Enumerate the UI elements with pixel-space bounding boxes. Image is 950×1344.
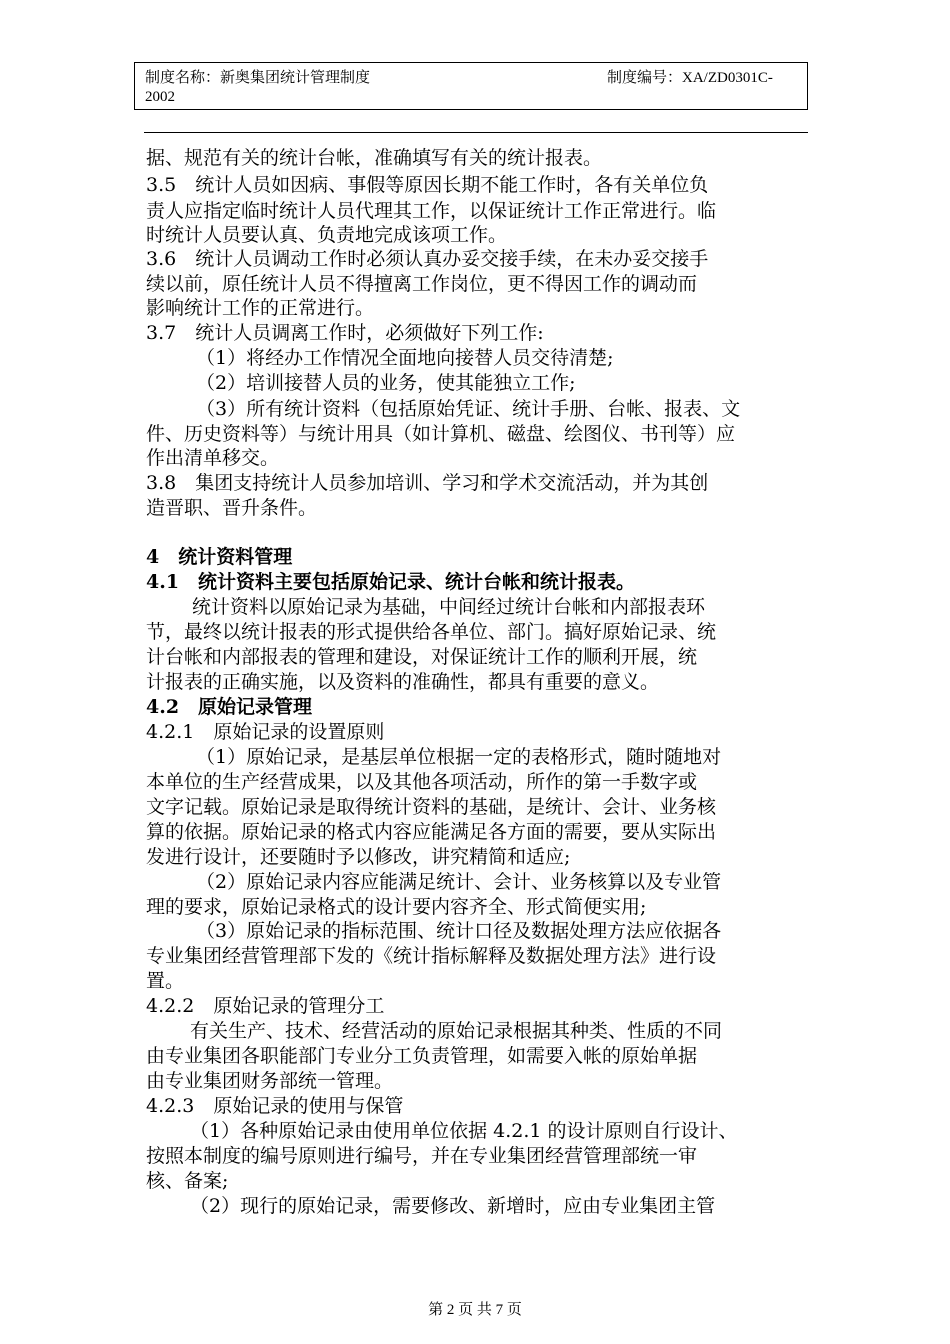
text-line: （1）原始记录，是基层单位根据一定的表格形式，随时随地对 bbox=[196, 746, 722, 768]
regulation-name: 制度名称：新奥集团统计管理制度 bbox=[145, 70, 371, 86]
text-line: （1）各种原始记录由使用单位依据 4.2.1 的设计原则自行设计、 bbox=[190, 1120, 738, 1142]
section-heading: 4.1 统计资料主要包括原始记录、统计台帐和统计报表。 bbox=[146, 571, 636, 593]
text-line: 件、历史资料等）与统计用具（如计算机、磁盘、绘图仪、书刊等）应 bbox=[146, 423, 736, 445]
text-line: 续以前，原任统计人员不得擅离工作岗位，更不得因工作的调动而 bbox=[146, 273, 698, 295]
text-line: 由专业集团各职能部门专业分工负责管理，如需要入帐的原始单据 bbox=[146, 1045, 698, 1067]
text-line: （2）原始记录内容应能满足统计、会计、业务核算以及专业管 bbox=[196, 871, 722, 893]
text-line: 有关生产、技术、经营活动的原始记录根据其种类、性质的不同 bbox=[190, 1020, 723, 1042]
text-line: 文字记载。原始记录是取得统计资料的基础，是统计、会计、业务核 bbox=[146, 796, 717, 818]
page-number: 第 2 页 共 7 页 bbox=[428, 1302, 522, 1318]
section-heading: 4.2 原始记录管理 bbox=[146, 696, 313, 718]
section-heading: 4 统计资料管理 bbox=[146, 546, 293, 568]
document-header bbox=[134, 62, 808, 110]
text-line: 3.8 集团支持统计人员参加培训、学习和学术交流活动，并为其创 bbox=[146, 472, 709, 494]
text-line: （2）培训接替人员的业务，使其能独立工作; bbox=[196, 372, 576, 394]
text-line: 核、备案; bbox=[146, 1170, 229, 1192]
regulation-code: 制度编号：XA/ZD0301C- bbox=[607, 70, 773, 86]
text-line: 3.7 统计人员调离工作时，必须做好下列工作: bbox=[146, 322, 544, 344]
text-line: 专业集团经营管理部下发的《统计指标解释及数据处理方法》进行设 bbox=[146, 945, 717, 967]
text-line: 计台帐和内部报表的管理和建设，对保证统计工作的顺利开展，统 bbox=[146, 646, 698, 668]
text-line: 作出清单移交。 bbox=[146, 447, 280, 469]
text-line: 由专业集团财务部统一管理。 bbox=[146, 1070, 394, 1092]
text-line: 理的要求，原始记录格式的设计要内容齐全、形式简便实用; bbox=[146, 896, 647, 918]
text-line: （2）现行的原始记录，需要修改、新增时，应由专业集团主管 bbox=[190, 1195, 716, 1217]
regulation-code-year: 2002 bbox=[145, 89, 175, 105]
text-line: 据、规范有关的统计台帐，准确填写有关的统计报表。 bbox=[146, 147, 603, 169]
text-line: （3）原始记录的指标范围、统计口径及数据处理方法应依据各 bbox=[196, 920, 722, 942]
text-line: 造晋职、晋升条件。 bbox=[146, 497, 318, 519]
text-line: 本单位的生产经营成果，以及其他各项活动，所作的第一手数字或 bbox=[146, 771, 698, 793]
text-line: 时统计人员要认真、负责地完成该项工作。 bbox=[146, 224, 508, 246]
text-line: 3.5 统计人员如因病、事假等原因长期不能工作时，各有关单位负 bbox=[146, 174, 709, 196]
text-line: 节，最终以统计报表的形式提供给各单位、部门。搞好原始记录、统 bbox=[146, 621, 717, 643]
text-line: 3.6 统计人员调动工作时必须认真办妥交接手续，在未办妥交接手 bbox=[146, 248, 709, 270]
header-divider bbox=[144, 132, 808, 133]
subsection-heading: 4.2.3 原始记录的使用与保管 bbox=[146, 1095, 404, 1117]
text-line: 算的依据。原始记录的格式内容应能满足各方面的需要，要从实际出 bbox=[146, 821, 717, 843]
text-line: （1）将经办工作情况全面地向接替人员交待清楚; bbox=[196, 347, 614, 369]
text-line: 置。 bbox=[146, 970, 185, 992]
text-line: 责人应指定临时统计人员代理其工作，以保证统计工作正常进行。临 bbox=[146, 200, 717, 222]
text-line: 影响统计工作的正常进行。 bbox=[146, 297, 375, 319]
subsection-heading: 4.2.2 原始记录的管理分工 bbox=[146, 995, 385, 1017]
text-line: 统计资料以原始记录为基础，中间经过统计台帐和内部报表环 bbox=[192, 596, 706, 618]
subsection-heading: 4.2.1 原始记录的设置原则 bbox=[146, 721, 385, 743]
text-line: 按照本制度的编号原则进行编号，并在专业集团经营管理部统一审 bbox=[146, 1145, 698, 1167]
text-line: 发进行设计，还要随时予以修改，讲究精简和适应; bbox=[146, 846, 571, 868]
text-line: （3）所有统计资料（包括原始凭证、统计手册、台帐、报表、文 bbox=[196, 398, 741, 420]
text-line: 计报表的正确实施，以及资料的准确性，都具有重要的意义。 bbox=[146, 671, 660, 693]
